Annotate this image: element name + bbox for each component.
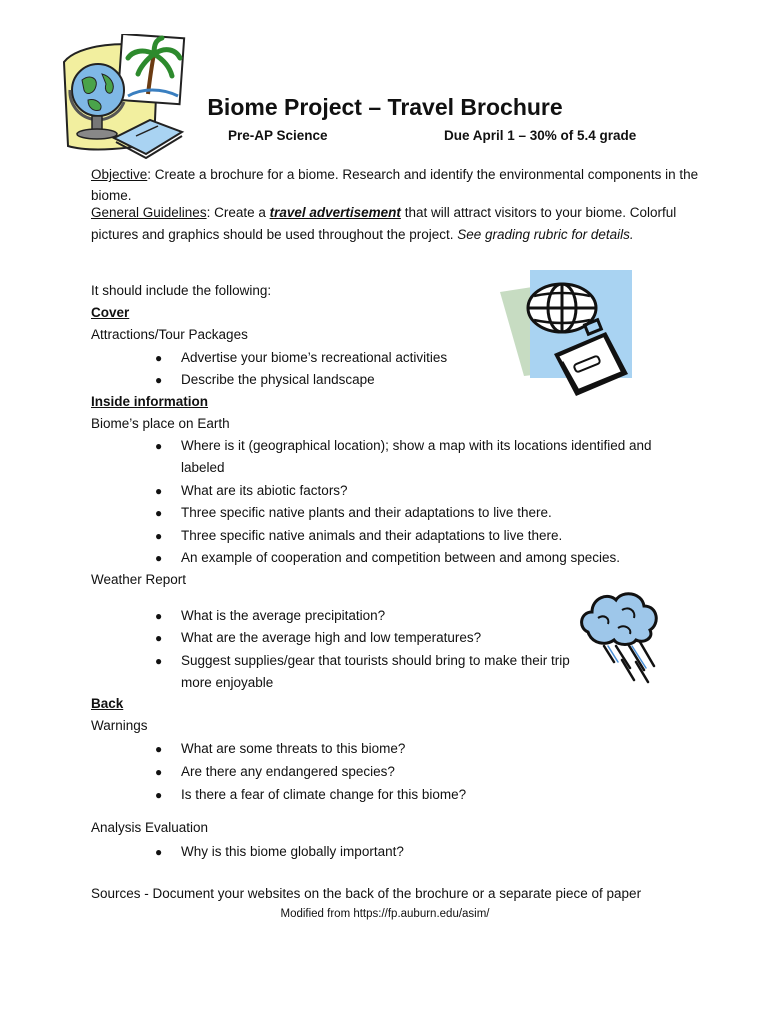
bullet-dot: ● [155,351,163,365]
list-item: ● Describe the physical landscape [155,369,685,391]
objective-text: : Create a brochure for a biome. Research and identify the environmental components in the biome. [91,167,699,203]
bullet-dot: ● [155,484,163,498]
due-date: Due April 1 – 30% of 5.4 grade [444,128,637,143]
back-subheading: Warnings [91,718,148,733]
globe-suitcase-icon [500,270,635,400]
list-item: ● Suggest supplies/gear that tourists should bring to make their trip more enjoyable [155,650,575,694]
rubric-note: See grading rubric for details. [457,227,634,242]
rain-cloud-icon [578,588,660,684]
list-item: ● Three specific native animals and their adaptations to live there. [155,525,685,547]
list-item: ● Is there a fear of climate change for this biome? [155,784,685,806]
sources-line: Sources - Document your websites on the back of the brochure or a separate piece of paper [91,886,642,901]
list-item: ● Advertise your biome’s recreational activities [155,347,685,369]
inside-heading: Inside information [91,394,209,409]
bullet-dot: ● [155,654,163,668]
travel-advertisement-emphasis: travel advertisement [269,205,401,220]
guidelines-post: that will attract visitors to your biome. Colorful pictures and graphics should be used throughout the project. [91,205,677,242]
guidelines-pre: : Create a [206,205,270,220]
list-item: ● What are some threats to this biome? [155,738,685,760]
list-item: ● What is the average precipitation? [155,605,575,627]
back-heading: Back [91,696,124,711]
guidelines-paragraph [91,202,701,246]
footer-credit: Modified from https://fp.auburn.edu/asim/ [280,908,490,920]
include-intro: It should include the following: [91,283,272,298]
bullet-dot: ● [155,742,163,756]
bullet-dot: ● [155,765,163,779]
bullet-dot: ● [155,845,163,859]
cover-subheading: Attractions/Tour Packages [91,327,248,342]
page-title: Biome Project – Travel Brochure [207,94,563,120]
list-item: ● Three specific native plants and their adaptations to live there. [155,502,685,524]
bullet-dot: ● [155,788,163,802]
list-item: ● Why is this biome globally important? [155,841,685,863]
cover-heading: Cover [91,305,130,320]
list-item: ● What are the average high and low temperatures? [155,627,575,649]
course-name: Pre-AP Science [228,128,328,143]
list-item: ● An example of cooperation and competition between and among species. [155,547,685,569]
bullet-dot: ● [155,529,163,543]
bullet-dot: ● [155,439,163,453]
objective-paragraph [91,164,701,206]
bullet-dot: ● [155,631,163,645]
bullet-dot: ● [155,609,163,623]
list-item: ● What are its abiotic factors? [155,480,685,502]
guidelines-label: General Guidelines [91,205,207,220]
weather-subheading: Weather Report [91,572,187,587]
objective-label: Objective [91,167,148,182]
bullet-dot: ● [155,373,163,387]
bullet-dot: ● [155,506,163,520]
bullet-dot: ● [155,551,163,565]
list-item: ● Where is it (geographical location); show a map with its locations identified and labeled [155,435,685,479]
analysis-subheading: Analysis Evaluation [91,820,209,835]
inside-subheading: Biome’s place on Earth [91,416,230,431]
list-item: ● Are there any endangered species? [155,761,685,783]
